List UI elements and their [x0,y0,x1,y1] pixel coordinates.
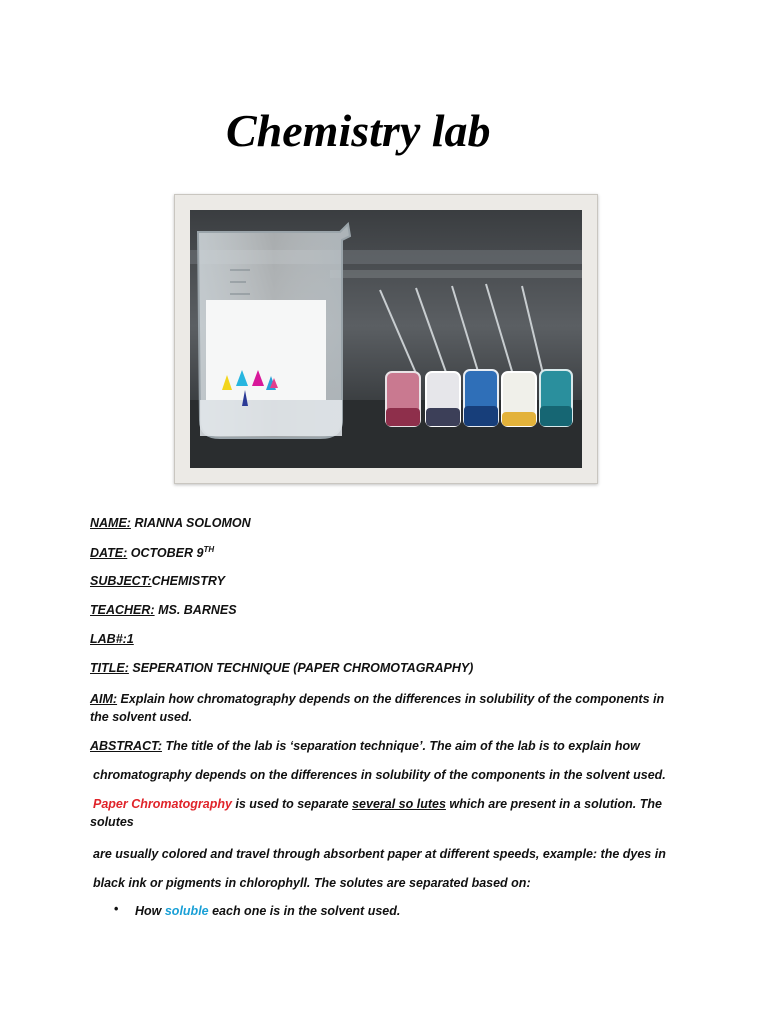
date-label: DATE: [90,546,128,561]
abstract-solutes [90,813,134,831]
abstract-line-4 [93,845,666,863]
title-label: TITLE: [90,661,129,675]
abstract-text-2: chromatography depends on the differences in solubility of the components in the solvent used. [93,768,666,782]
lab-number-field [90,632,134,646]
lab-number-label: LAB#:1 [90,632,134,646]
abstract-text-3b: which are present in a solution. The [445,797,662,811]
subject-label: SUBJECT: [90,574,152,588]
bullet-pre: How [135,904,165,918]
abstract-line-1 [90,737,640,755]
title-value: SEPERATION TECHNIQUE (PAPER CHROMOTAGRAPHY) [128,661,474,675]
aim-paragraph [90,690,680,726]
abstract-line-5 [93,874,531,892]
date-value: OCTOBER 9 [127,546,204,561]
date-field [90,545,214,560]
abstract-text-5: black ink or pigments in chlorophyll. The solutes are separated based on: [93,876,531,890]
several-solutes-underlined: several so lutes [352,797,446,811]
abstract-line-3 [93,795,662,813]
document-title: Chemistry lab [226,105,491,156]
abstract-text-4: are usually colored and travel through absorbent paper at different speeds, example: the dyes in [93,847,666,861]
abstract-label: ABSTRACT: [90,739,162,753]
teacher-label: TEACHER: [90,603,155,617]
bullet-dot-icon: • [114,902,119,916]
aim-text: Explain how chromatography depends on the differences in solubility of the components in the solvent used. [90,692,665,724]
abstract-solutes-text: solutes [90,815,134,829]
bullet-post: each one is in the solvent used. [208,904,401,918]
abstract-line-2 [93,766,666,784]
name-value: RIANNA SOLOMON [130,516,251,530]
soluble-highlight: soluble [164,904,209,918]
abstract-text-1: The title of the lab is ‘separation technique’. The aim of the lab is to explain how [161,739,640,753]
subject-value: CHEMISTRY [151,574,225,588]
subject-field [90,574,225,588]
chromatography-image [190,210,582,468]
title-field [90,661,473,675]
date-superscript: TH [203,545,215,554]
teacher-value: MS. BARNES [154,603,237,617]
paper-chromatography-highlight: Paper Chromatography [93,797,232,811]
teacher-field [90,603,237,617]
name-field [90,516,251,530]
aim-label: AIM: [90,692,118,706]
lab-photo [174,194,598,484]
name-label: NAME: [90,516,131,530]
abstract-text-3a: is used to separate [231,797,353,811]
bullet-item [135,902,400,920]
